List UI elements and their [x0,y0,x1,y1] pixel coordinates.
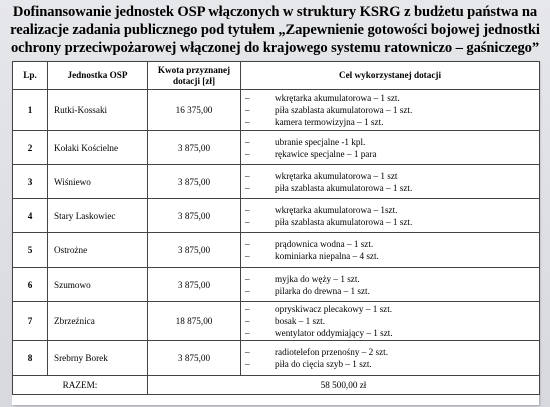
list-dash: – [245,251,250,261]
purpose-item [245,303,535,315]
purpose-item [245,104,535,116]
row-unit: Kołaki Kościelne [48,131,148,165]
list-dash: – [245,316,250,326]
purpose-item [245,250,535,262]
purpose-item [245,285,535,297]
row-purpose [241,131,540,165]
purpose-item [245,273,535,285]
purpose-item-text: piła szablasta akumulatorowa – 1 szt. [275,216,413,227]
purpose-item-text: wkrętarka akumulatorowa – 1szt. [275,204,398,215]
purpose-item [245,116,535,128]
row-unit: Srebrny Borek [48,341,148,376]
document-title: Dofinansowanie jednostek OSP włączonych w struktury KSRG z budżetu państwa na realizacje zadania publicznego pod tytułem „Zapewnienie gotowości bojowej jednostki ochrony przeciwpożarowej włączonej do krajowego systemu ratowniczo – gaśniczego” [10,4,540,56]
table-row [13,233,540,268]
purpose-item [245,182,535,194]
table-row [13,302,540,341]
row-purpose [241,268,540,302]
purpose-item [245,136,535,148]
purpose-item-text: myjka do węży – 1 szt. [275,273,360,284]
list-dash: – [245,93,250,103]
row-unit: Zbrzeźnica [48,302,148,341]
header-purpose: Cel wykorzystanej dotacji [241,62,540,90]
list-dash: – [245,216,250,227]
table-header-row [13,62,540,90]
purpose-item-text: piła do cięcia szyb – 1 szt. [275,359,372,369]
total-row [13,376,540,395]
list-dash: – [245,285,250,296]
purpose-item-text: bosak – 1 szt. [275,316,326,326]
row-amount: 16 375,00 [148,90,241,131]
row-amount: 18 875,00 [148,302,241,341]
row-amount: 3 875,00 [148,233,241,268]
list-dash: – [245,105,250,115]
list-dash: – [245,328,250,338]
row-unit: Rutki-Kossaki [48,90,148,131]
purpose-item [245,170,535,182]
purpose-item-text: opryskiwacz plecakowy – 1 szt. [275,304,393,314]
row-amount: 3 875,00 [148,131,241,165]
purpose-item [245,315,535,327]
subsidy-table-container [12,61,539,405]
row-amount: 3 875,00 [148,165,241,199]
purpose-item-text: kamera termowizyjna – 1 szt. [275,117,384,127]
purpose-item-text: kominiarka niepalna – 4 szt. [275,251,379,261]
row-lp: 5 [13,233,48,268]
purpose-item-text: radiotelefon przenośny – 2 szt. [275,347,389,357]
row-purpose [241,233,540,268]
row-amount: 3 875,00 [148,341,241,376]
row-purpose [241,165,540,199]
purpose-item [245,346,535,358]
purpose-item [245,216,535,228]
row-amount: 3 875,00 [148,199,241,233]
list-dash: – [245,304,250,314]
table-row [13,341,540,376]
row-purpose [241,302,540,341]
table-row [13,90,540,131]
row-purpose [241,341,540,376]
list-dash: – [245,170,250,181]
purpose-item-text: wkrętarka akumulatorowa – 1 szt. [275,93,400,103]
purpose-item-text: piła szablasta akumulatorowa – 1 szt. [275,182,413,193]
row-lp: 7 [13,302,48,341]
header-amount: Kwota przyznanej dotacji [zł] [148,62,241,90]
purpose-item [245,204,535,216]
row-lp: 4 [13,199,48,233]
table-row [13,131,540,165]
list-dash: – [245,148,250,159]
row-lp: 3 [13,165,48,199]
purpose-item-text: pilarka do drewna – 1 szt. [275,285,370,296]
row-unit: Szumowo [48,268,148,302]
list-dash: – [245,136,250,147]
purpose-item-text: wentylator oddymiający – 1 szt. [275,328,393,338]
purpose-item-text: piła szablasta akumulatorowa – 1 szt. [275,105,413,115]
purpose-item [245,148,535,160]
table-row [13,199,540,233]
row-purpose [241,90,540,131]
total-label: RAZEM: [13,376,148,395]
table-row [13,268,540,302]
list-dash: – [245,182,250,193]
list-dash: – [245,239,250,249]
row-purpose [241,199,540,233]
list-dash: – [245,359,250,369]
list-dash: – [245,273,250,284]
purpose-item [245,238,535,250]
subsidy-table [12,61,540,395]
purpose-item-text: wkrętarka akumulatorowa – 1 szt [275,170,398,181]
table-body [13,90,540,395]
row-lp: 6 [13,268,48,302]
row-unit: Stary Laskowiec [48,199,148,233]
row-amount: 3 875,00 [148,268,241,302]
purpose-item-text: ubranie specjalne -1 kpl. [275,136,366,147]
header-lp: Lp. [13,62,48,90]
list-dash: – [245,204,250,215]
list-dash: – [245,347,250,357]
total-value: 58 500,00 zł [148,376,540,395]
table-row [13,165,540,199]
purpose-item [245,327,535,339]
row-unit: Wiśniewo [48,165,148,199]
purpose-item-text: prądownica wodna – 1 szt. [275,239,374,249]
purpose-item-text: rękawice specjalne – 1 para [275,148,377,159]
row-unit: Ostrożne [48,233,148,268]
purpose-item [245,358,535,370]
header-unit: Jednostka OSP [48,62,148,90]
row-lp: 1 [13,90,48,131]
purpose-item [245,92,535,104]
row-lp: 2 [13,131,48,165]
list-dash: – [245,117,250,127]
row-lp: 8 [13,341,48,376]
